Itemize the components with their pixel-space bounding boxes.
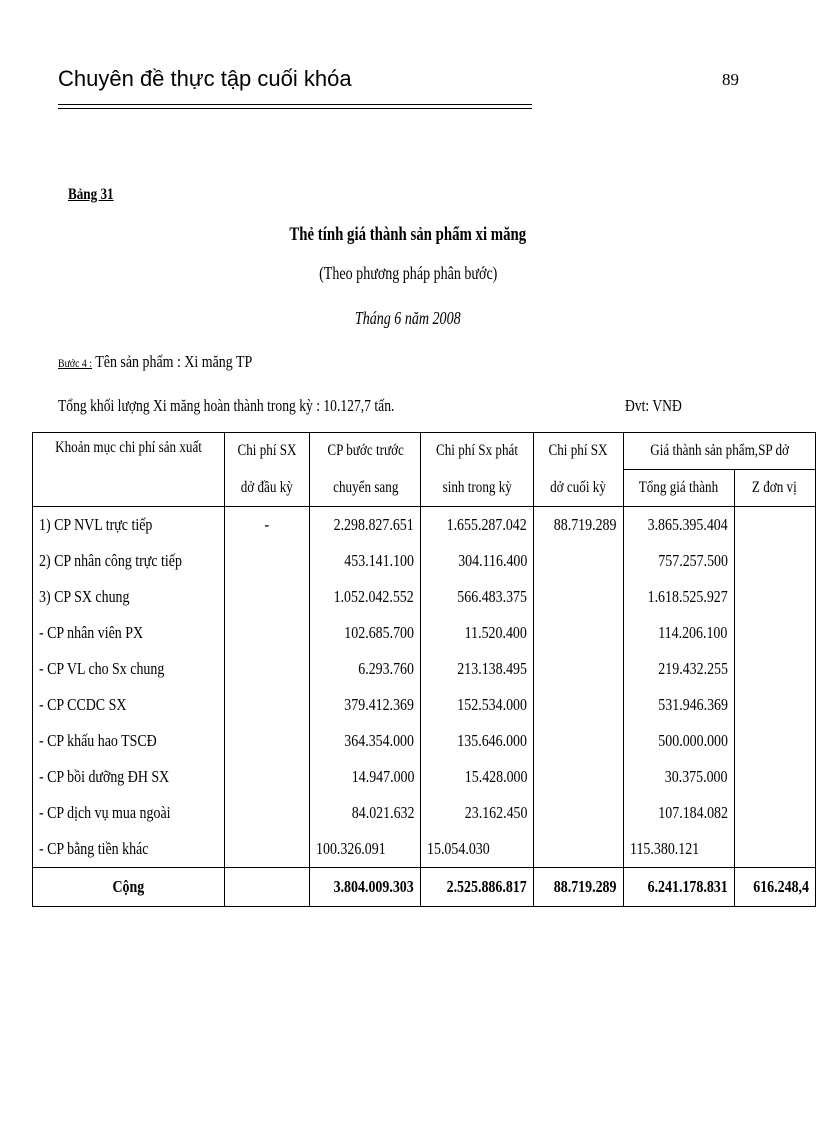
cell-unit-cost bbox=[734, 651, 815, 687]
cell-unit-cost bbox=[734, 579, 815, 615]
cell-incurred: 1.655.287.042 bbox=[421, 507, 534, 544]
total-label: Cộng bbox=[33, 868, 225, 907]
table-row bbox=[33, 507, 816, 544]
row-label: 2) CP nhân công trực tiếp bbox=[33, 543, 225, 579]
step-label: Bước 4 : bbox=[58, 356, 93, 370]
row-label: 1) CP NVL trực tiếp bbox=[33, 507, 225, 544]
cell-unit-cost bbox=[734, 687, 815, 723]
total-total-cost: 6.241.178.831 bbox=[623, 868, 734, 907]
table-row bbox=[33, 831, 816, 868]
header-prev-step-2: chuyển sang bbox=[310, 470, 421, 507]
cell-incurred: 15.428.000 bbox=[421, 759, 534, 795]
total-unit-cost: 616.248,4 bbox=[734, 868, 815, 907]
cell-total-cost: 114.206.100 bbox=[623, 615, 734, 651]
cell-closing-wip bbox=[534, 795, 624, 831]
cell-prev-step: 14.947.000 bbox=[310, 759, 421, 795]
cell-incurred: 304.116.400 bbox=[421, 543, 534, 579]
table-row bbox=[33, 687, 816, 723]
cell-closing-wip bbox=[534, 651, 624, 687]
header-opening-wip: Chi phí SX bbox=[225, 433, 310, 470]
cell-total-cost: 757.257.500 bbox=[623, 543, 734, 579]
cell-opening-wip bbox=[225, 651, 310, 687]
cell-total-cost: 3.865.395.404 bbox=[623, 507, 734, 544]
cell-total-cost: 531.946.369 bbox=[623, 687, 734, 723]
cell-closing-wip bbox=[534, 579, 624, 615]
header-cost-group: Giá thành sản phẩm,SP dở bbox=[623, 433, 815, 470]
row-label: - CP CCDC SX bbox=[33, 687, 225, 723]
cell-prev-step: 84.021.632 bbox=[310, 795, 421, 831]
cell-incurred: 566.483.375 bbox=[421, 579, 534, 615]
cell-total-cost: 1.618.525.927 bbox=[623, 579, 734, 615]
cell-prev-step: 2.298.827.651 bbox=[310, 507, 421, 544]
header-cost-item: Khoản mục chi phí sản xuất bbox=[33, 433, 225, 507]
document-subtitle: (Theo phương pháp phân bước) bbox=[318, 263, 498, 283]
total-incurred: 2.525.886.817 bbox=[421, 868, 534, 907]
table-row bbox=[33, 795, 816, 831]
cell-unit-cost bbox=[734, 795, 815, 831]
header-incurred: Chi phí Sx phát bbox=[421, 433, 534, 470]
row-label: - CP nhân viên PX bbox=[33, 615, 225, 651]
table-label: Bảng 31 bbox=[68, 186, 114, 203]
cell-total-cost: 30.375.000 bbox=[623, 759, 734, 795]
cell-total-cost: 500.000.000 bbox=[623, 723, 734, 759]
cell-opening-wip bbox=[225, 543, 310, 579]
cell-closing-wip bbox=[534, 831, 624, 868]
table-row bbox=[33, 579, 816, 615]
cell-opening-wip bbox=[225, 759, 310, 795]
running-header-title: Chuyên đề thực tập cuối khóa bbox=[58, 66, 352, 91]
step-text: Tên sản phẩm : Xi măng TP bbox=[92, 352, 253, 371]
cell-closing-wip bbox=[534, 759, 624, 795]
cell-prev-step: 102.685.700 bbox=[310, 615, 421, 651]
row-label: - CP dịch vụ mua ngoài bbox=[33, 795, 225, 831]
table-row bbox=[33, 615, 816, 651]
total-row bbox=[33, 868, 816, 907]
cell-opening-wip: - bbox=[225, 507, 310, 544]
cell-total-cost: 107.184.082 bbox=[623, 795, 734, 831]
total-opening-wip bbox=[225, 868, 310, 907]
cell-opening-wip bbox=[225, 723, 310, 759]
table-row bbox=[33, 723, 816, 759]
cell-closing-wip bbox=[534, 687, 624, 723]
header-unit-cost: Z đơn vị bbox=[734, 470, 815, 507]
cell-opening-wip bbox=[225, 831, 310, 868]
document-title: Thẻ tính giá thành sản phẩm xi măng bbox=[289, 224, 527, 245]
cell-prev-step: 1.052.042.552 bbox=[310, 579, 421, 615]
cell-opening-wip bbox=[225, 687, 310, 723]
cell-unit-cost bbox=[734, 723, 815, 759]
total-closing-wip: 88.719.289 bbox=[534, 868, 624, 907]
row-label: - CP khấu hao TSCĐ bbox=[33, 723, 225, 759]
unit-label: Đvt: VNĐ bbox=[625, 396, 682, 415]
row-label: - CP bồi dưỡng ĐH SX bbox=[33, 759, 225, 795]
header-prev-step: CP bước trước bbox=[310, 433, 421, 470]
cell-incurred: 11.520.400 bbox=[421, 615, 534, 651]
table-row bbox=[33, 759, 816, 795]
document-month: Tháng 6 năm 2008 bbox=[355, 308, 461, 328]
header-closing-wip-2: dở cuối kỳ bbox=[534, 470, 624, 507]
cell-incurred: 152.534.000 bbox=[421, 687, 534, 723]
cell-total-cost: 115.380.121 bbox=[623, 831, 734, 868]
row-label: - CP bằng tiền khác bbox=[33, 831, 225, 868]
cell-opening-wip bbox=[225, 579, 310, 615]
table-header-row bbox=[33, 433, 816, 470]
cell-total-cost: 219.432.255 bbox=[623, 651, 734, 687]
header-rule bbox=[58, 104, 532, 105]
cell-prev-step: 100.326.091 bbox=[310, 831, 421, 868]
step-line bbox=[58, 352, 252, 372]
row-label: 3) CP SX chung bbox=[33, 579, 225, 615]
total-prev-step: 3.804.009.303 bbox=[310, 868, 421, 907]
cell-prev-step: 6.293.760 bbox=[310, 651, 421, 687]
header-total-cost: Tổng giá thành bbox=[623, 470, 734, 507]
cell-unit-cost bbox=[734, 507, 815, 544]
cell-unit-cost bbox=[734, 759, 815, 795]
cell-closing-wip: 88.719.289 bbox=[534, 507, 624, 544]
cell-closing-wip bbox=[534, 723, 624, 759]
cell-closing-wip bbox=[534, 543, 624, 579]
cell-prev-step: 379.412.369 bbox=[310, 687, 421, 723]
cell-prev-step: 453.141.100 bbox=[310, 543, 421, 579]
cell-opening-wip bbox=[225, 615, 310, 651]
cell-closing-wip bbox=[534, 615, 624, 651]
row-label: - CP VL cho Sx chung bbox=[33, 651, 225, 687]
total-volume-line: Tổng khối lượng Xi măng hoàn thành trong kỳ : 10.127,7 tấn. bbox=[58, 396, 395, 415]
cell-incurred: 135.646.000 bbox=[421, 723, 534, 759]
header-incurred-2: sinh trong kỳ bbox=[421, 470, 534, 507]
table-row bbox=[33, 543, 816, 579]
cell-unit-cost bbox=[734, 543, 815, 579]
cost-table bbox=[32, 432, 816, 907]
cell-prev-step: 364.354.000 bbox=[310, 723, 421, 759]
cell-incurred: 15.054.030 bbox=[421, 831, 534, 868]
cell-incurred: 23.162.450 bbox=[421, 795, 534, 831]
page-number: 89 bbox=[722, 70, 739, 89]
cell-incurred: 213.138.495 bbox=[421, 651, 534, 687]
header-closing-wip: Chi phí SX bbox=[534, 433, 624, 470]
cell-unit-cost bbox=[734, 615, 815, 651]
header-opening-wip-2: dở đầu kỳ bbox=[225, 470, 310, 507]
table-row bbox=[33, 651, 816, 687]
cell-unit-cost bbox=[734, 831, 815, 868]
header-rule bbox=[58, 108, 532, 109]
cell-opening-wip bbox=[225, 795, 310, 831]
